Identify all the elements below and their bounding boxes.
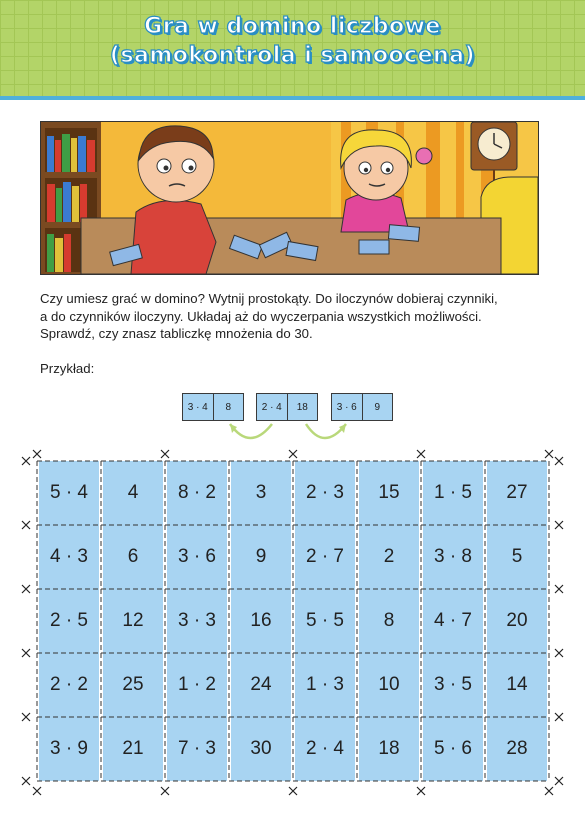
children-playing-domino-illustration (40, 121, 539, 275)
grid-cell: 3 (255, 482, 267, 503)
instructions-line-3: Sprawdź, czy znasz tabliczkę mnożenia do 30. (40, 326, 313, 341)
grid-cell: 2 · 7 (305, 546, 345, 567)
grid-cell: 28 (506, 738, 528, 759)
example-label: Przykład: (40, 361, 95, 376)
grid-cell: 20 (506, 610, 528, 631)
grid-cell: 3 · 9 (49, 738, 89, 759)
grid-cell: 24 (250, 674, 272, 695)
grid-cell: 3 · 8 (433, 546, 473, 567)
grid-cell: 30 (250, 738, 272, 759)
grid-cell: 21 (122, 738, 144, 759)
instructions-text (40, 290, 550, 343)
grid-cell: 3 · 6 (177, 546, 217, 567)
title-line-2: (samokontrola i samoocena) (109, 43, 476, 68)
grid-cell: 5 · 6 (433, 738, 473, 759)
example-tile-3-right: 9 (374, 401, 381, 413)
example-tile-3-left: 3 · 6 (332, 394, 363, 420)
grid-cell: 4 · 7 (433, 610, 473, 631)
example-tile-2 (256, 393, 318, 421)
grid-cell: 4 · 3 (49, 546, 89, 567)
grid-cell: 14 (506, 674, 528, 695)
domino-grid (37, 461, 549, 781)
grid-cell: 2 · 3 (305, 482, 345, 503)
grid-cell: 9 (255, 546, 267, 567)
grid-cell: 8 (383, 610, 395, 631)
grid-cell: 1 · 2 (177, 674, 217, 695)
example-tile-2-right: 18 (296, 401, 308, 413)
example-tile-1-left: 3 · 4 (183, 394, 214, 420)
grid-cell: 16 (250, 610, 272, 631)
grid-cell: 12 (122, 610, 144, 631)
grid-cell: 8 · 2 (177, 482, 217, 503)
grid-cell: 3 · 5 (433, 674, 473, 695)
grid-cell: 2 · 2 (49, 674, 89, 695)
instructions-line-2: a do czynników iloczyny. Układaj aż do wyczerpania wszystkich możliwości. (40, 308, 482, 324)
page-title (0, 12, 585, 70)
grid-cell: 5 · 5 (305, 610, 345, 631)
grid-cell: 1 · 3 (305, 674, 345, 695)
example-tile-1-right: 8 (225, 401, 232, 413)
grid-cell: 4 (127, 482, 139, 503)
grid-cell: 5 (511, 546, 523, 567)
title-line-1: Gra w domino liczbowe (144, 14, 441, 39)
example-tile-3 (331, 393, 393, 421)
grid-cell: 6 (127, 546, 139, 567)
example-tile-1 (182, 393, 244, 421)
grid-cell: 18 (378, 738, 400, 759)
grid-cell: 7 · 3 (177, 738, 217, 759)
grid-cell: 5 · 4 (49, 482, 89, 503)
grid-cell: 3 · 3 (177, 610, 217, 631)
grid-cell: 25 (122, 674, 144, 695)
instructions-line-1: Czy umiesz grać w domino? Wytnij prostokąty. Do iloczynów dobieraj czynniki, (40, 291, 498, 306)
grid-cell: 2 · 4 (305, 738, 345, 759)
grid-cell: 15 (378, 482, 400, 503)
grid-cell: 1 · 5 (433, 482, 473, 503)
grid-cell: 27 (506, 482, 528, 503)
header-divider (0, 96, 585, 100)
grid-cell: 2 · 5 (49, 610, 89, 631)
grid-cell: 10 (378, 674, 400, 695)
grid-cell: 2 (383, 546, 395, 567)
example-tile-2-left: 2 · 4 (257, 394, 288, 420)
